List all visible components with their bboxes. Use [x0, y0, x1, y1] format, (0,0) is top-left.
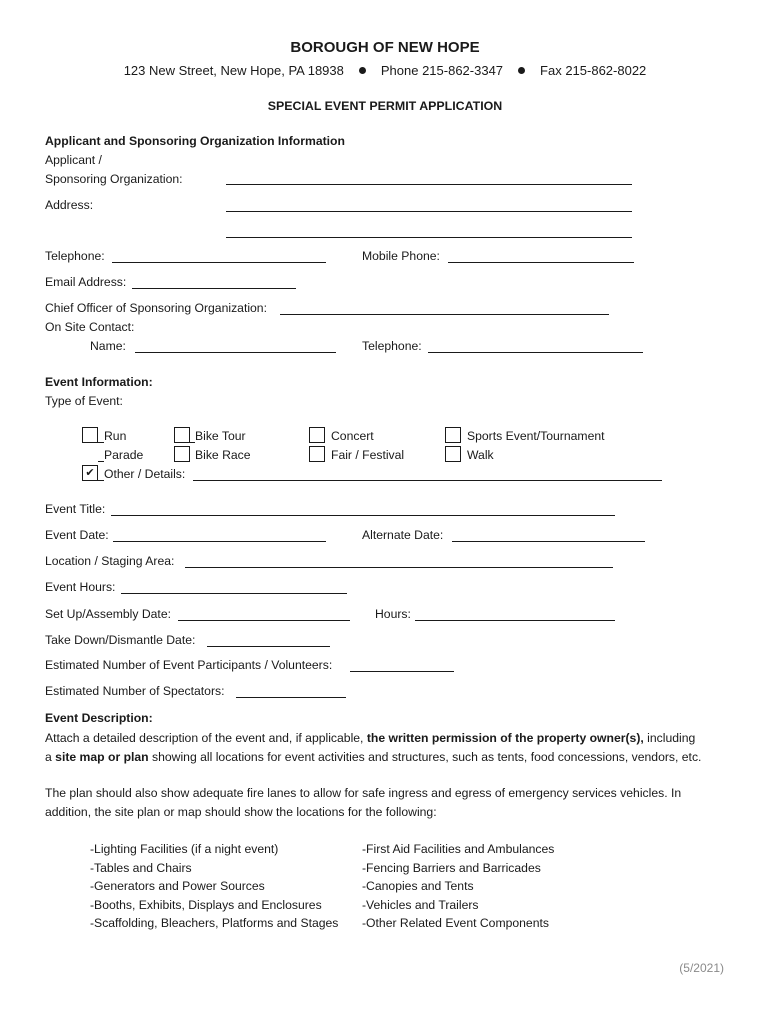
list-item: -Vehicles and Trailers [362, 897, 479, 912]
contact-line [0, 63, 770, 78]
takedown-date-field[interactable] [207, 646, 330, 647]
list-item: -Lighting Facilities (if a night event) [90, 842, 279, 856]
sponsoring-org-label: Sponsoring Organization: [45, 172, 183, 186]
chief-officer-label: Chief Officer of Sponsoring Organization: [45, 301, 267, 315]
requirements-list-right [362, 840, 554, 933]
description-heading: Event Description: [45, 711, 153, 725]
address-field-line-1[interactable] [226, 211, 632, 212]
telephone-label: Telephone: [45, 249, 105, 263]
list-item: -First Aid Facilities and Ambulances [362, 842, 555, 856]
participants-field[interactable] [350, 671, 454, 672]
parade-underline [98, 461, 104, 462]
onsite-telephone-label: Telephone: [362, 339, 422, 353]
bold-text-run: the written permission of the property owner(s), [366, 731, 644, 745]
email-label: Email Address: [45, 275, 127, 289]
requirements-list-left [90, 840, 338, 933]
bullet-icon [359, 67, 366, 74]
applicant-heading: Applicant and Sponsoring Organization Information [45, 134, 345, 148]
participants-label: Estimated Number of Event Participants / Volunteers: [45, 658, 333, 672]
parade-label: Parade [104, 448, 144, 462]
bike-tour-underline [180, 442, 195, 443]
event-title-label: Event Title: [45, 502, 106, 516]
text-run: including [643, 731, 696, 745]
phone-number: Phone 215-862-3347 [380, 63, 504, 78]
concert-checkbox[interactable] [309, 427, 325, 443]
list-item: -Fencing Barriers and Barricades [362, 860, 541, 875]
setup-date-field[interactable] [178, 620, 350, 621]
other-details-field[interactable] [193, 480, 662, 481]
onsite-name-field[interactable] [135, 352, 336, 353]
description-line-3: The plan should also show adequate fire lanes to allow for safe ingress and egress of emergency services vehicles. In [45, 786, 682, 800]
alternate-date-label: Alternate Date: [362, 528, 444, 542]
text-run: showing all locations for event activities and structures, such as tents, food concessions, vendors, etc. [148, 749, 702, 764]
fax-number: Fax 215-862-8022 [540, 63, 647, 78]
text-run: a [45, 749, 56, 764]
form-title: SPECIAL EVENT PERMIT APPLICATION [267, 99, 503, 113]
list-item: -Canopies and Tents [362, 879, 474, 894]
mobile-phone-label: Mobile Phone: [362, 249, 440, 263]
setup-hours-field[interactable] [415, 620, 615, 621]
run-underline [98, 442, 104, 443]
onsite-name-label: Name: [90, 339, 126, 353]
walk-label: Walk [467, 448, 494, 462]
telephone-field[interactable] [112, 262, 326, 263]
alternate-date-field[interactable] [452, 541, 645, 542]
onsite-contact-label: On Site Contact: [45, 320, 135, 334]
org-name: BOROUGH OF NEW HOPE [290, 39, 480, 56]
sponsoring-org-field[interactable] [226, 184, 632, 185]
chief-officer-field[interactable] [280, 314, 609, 315]
mobile-phone-field[interactable] [448, 262, 634, 263]
event-info-heading: Event Information: [45, 375, 153, 389]
event-type-label: Type of Event: [45, 394, 123, 408]
run-label: Run [104, 429, 127, 443]
event-date-label: Event Date: [45, 528, 109, 542]
bike-race-checkbox[interactable] [174, 446, 190, 462]
bold-text-run: site map or plan [55, 749, 149, 764]
sports-event-label: Sports Event/Tournament [467, 429, 605, 443]
bike-tour-checkbox[interactable] [174, 427, 190, 443]
other-underline [98, 480, 104, 481]
event-hours-label: Event Hours: [45, 580, 116, 594]
applicant-label: Applicant / [45, 153, 102, 167]
description-line-2 [45, 748, 735, 767]
walk-checkbox[interactable] [445, 446, 461, 462]
bike-race-label: Bike Race [195, 448, 251, 462]
fair-festival-label: Fair / Festival [331, 448, 405, 462]
list-item: -Other Related Event Components [362, 916, 549, 931]
event-hours-field[interactable] [121, 593, 347, 594]
bike-tour-label: Bike Tour [195, 429, 246, 443]
spectators-label: Estimated Number of Spectators: [45, 684, 225, 698]
description-paragraph-2 [45, 784, 735, 821]
event-date-field[interactable] [113, 541, 326, 542]
sports-event-checkbox[interactable] [445, 427, 461, 443]
revision-date: (5/2021) [679, 961, 724, 975]
run-checkbox[interactable] [82, 427, 98, 443]
address-label: Address: [45, 198, 94, 212]
description-line-4: addition, the site plan or map should show the locations for the following: [45, 804, 437, 819]
street-address: 123 New Street, New Hope, PA 18938 [123, 63, 344, 78]
list-item: -Generators and Power Sources [90, 879, 265, 894]
concert-label: Concert [331, 429, 374, 443]
description-line-1 [45, 729, 735, 748]
location-label: Location / Staging Area: [45, 554, 175, 568]
description-paragraph-1 [45, 729, 735, 766]
onsite-telephone-field[interactable] [428, 352, 643, 353]
bullet-icon [518, 67, 525, 74]
event-title-field[interactable] [111, 515, 615, 516]
spectators-field[interactable] [236, 697, 346, 698]
other-checkbox[interactable] [82, 465, 98, 481]
setup-hours-label: Hours: [375, 607, 411, 621]
fair-festival-checkbox[interactable] [309, 446, 325, 462]
other-details-label: Other / Details: [104, 467, 186, 481]
email-field[interactable] [132, 288, 296, 289]
list-item: -Booths, Exhibits, Displays and Enclosures [90, 897, 322, 912]
list-item: -Tables and Chairs [90, 860, 192, 875]
address-field-line-2[interactable] [226, 237, 632, 238]
takedown-date-label: Take Down/Dismantle Date: [45, 633, 196, 647]
list-item: -Scaffolding, Bleachers, Platforms and Stages [90, 916, 339, 931]
text-run: Attach a detailed description of the event and, if applicable, [45, 731, 367, 745]
checkmark-icon: ✔ [85, 467, 95, 479]
setup-date-label: Set Up/Assembly Date: [45, 607, 171, 621]
location-field[interactable] [185, 567, 613, 568]
